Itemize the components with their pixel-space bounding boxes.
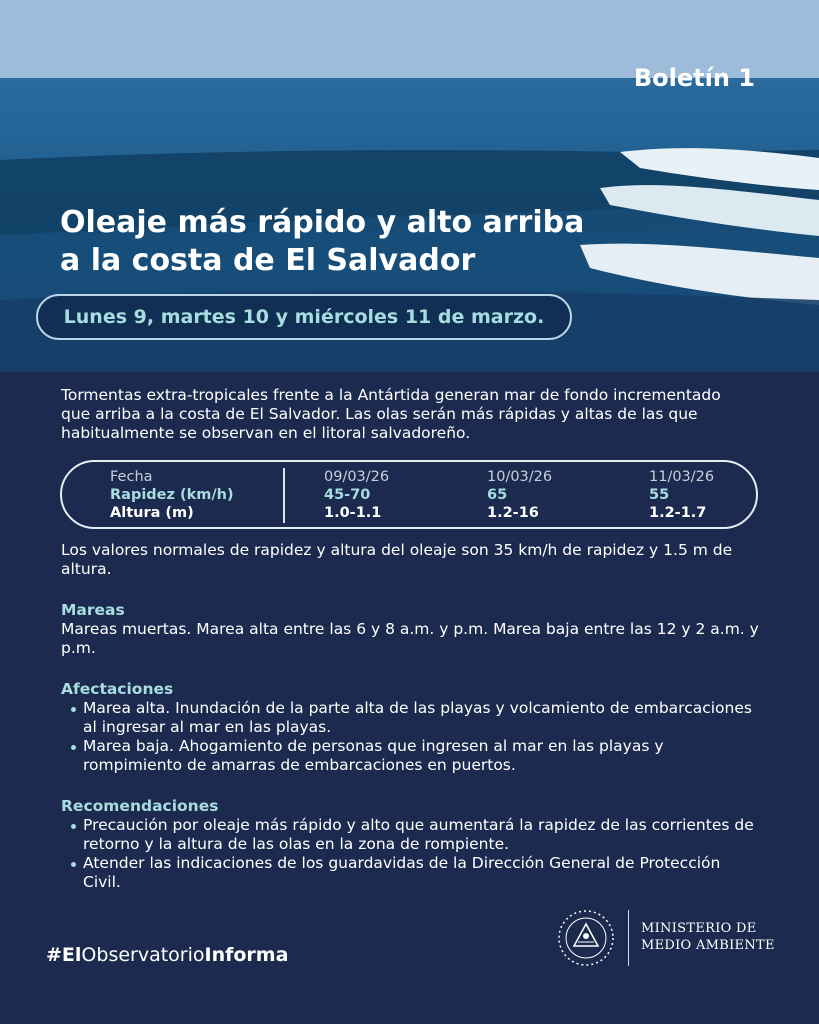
list-item: Marea alta. Inundación de la parte alta de las playas y volcamiento de embarcaciones al ingresar al mar en las playas. [61, 699, 761, 737]
intro-text: Tormentas extra-tropicales frente a la Antártida generan mar de fondo incrementado que arriba a la costa de El Salvador. Las olas serán más rápidas y altas de las que habitualmente se observan en el litoral salvadoreño. [61, 386, 721, 442]
label-fecha: Fecha [110, 469, 153, 485]
cell-rapidez: 55 [649, 487, 670, 503]
cell-fecha: 09/03/26 [324, 469, 390, 485]
list-item: Marea baja. Ahogamiento de personas que ingresen al mar en las playas y rompimiento de amarras de embarcaciones en puertos. [61, 737, 761, 775]
list-item: Precaución por oleaje más rápido y alto que aumentará la rapidez de las corrientes de retorno y la altura de las olas en la zona de rompiente. [61, 816, 761, 854]
ministry-line-2: MEDIO AMBIENTE [641, 938, 775, 953]
afectaciones-heading: Afectaciones [61, 680, 174, 698]
table-column-day-1 [324, 468, 389, 522]
hashtag-part-2: Observatorio [81, 944, 205, 966]
table-row-labels [110, 468, 234, 522]
title-line-2: a la costa de El Salvador [60, 243, 476, 278]
ministry-line-1: MINISTERIO DE [641, 921, 757, 936]
title-line-1: Oleaje más rápido y alto arriba [60, 205, 585, 240]
footer-divider [628, 910, 629, 966]
afectaciones-list [61, 699, 761, 775]
bulletin-number: Boletín 1 [633, 64, 755, 92]
hashtag-part-1: #El [46, 944, 82, 966]
recomendaciones-list [61, 816, 761, 892]
cell-altura: 1.2-1.7 [649, 505, 707, 521]
recomendaciones-section [61, 797, 761, 892]
table-column-day-2 [487, 468, 552, 522]
recomendaciones-heading: Recomendaciones [61, 797, 219, 815]
ministry-logo-text [641, 920, 775, 954]
label-altura: Altura (m) [110, 505, 194, 521]
label-rapidez: Rapidez (km/h) [110, 487, 234, 503]
mareas-heading: Mareas [61, 601, 125, 619]
hashtag [46, 944, 288, 966]
list-item: Atender las indicaciones de los guardavidas de la Dirección General de Protección Civil. [61, 854, 761, 892]
intro-paragraph [61, 386, 761, 443]
el-salvador-coat-of-arms-icon [556, 908, 616, 968]
hashtag-part-3: Informa [204, 944, 289, 966]
mareas-text: Mareas muertas. Marea alta entre las 6 y 8 a.m. y p.m. Marea baja entre las 12 y 2 a.m. y p.m. [61, 620, 759, 657]
cell-fecha: 11/03/26 [649, 469, 715, 485]
normal-values-section [61, 541, 761, 579]
cell-altura: 1.0-1.1 [324, 505, 382, 521]
cell-rapidez: 45-70 [324, 487, 371, 503]
cell-altura: 1.2-16 [487, 505, 539, 521]
table-divider [283, 468, 285, 523]
date-range-badge: Lunes 9, martes 10 y miércoles 11 de marzo. [36, 294, 572, 340]
cell-rapidez: 65 [487, 487, 508, 503]
hero-ocean-image [0, 0, 819, 372]
mareas-section [61, 601, 761, 658]
table-column-day-3 [649, 468, 714, 522]
afectaciones-section [61, 680, 761, 775]
cell-fecha: 10/03/26 [487, 469, 553, 485]
forecast-table [60, 460, 758, 529]
normal-values-text: Los valores normales de rapidez y altura del oleaje son 35 km/h de rapidez y 1.5 m de altura. [61, 541, 733, 578]
page-title [60, 204, 680, 280]
